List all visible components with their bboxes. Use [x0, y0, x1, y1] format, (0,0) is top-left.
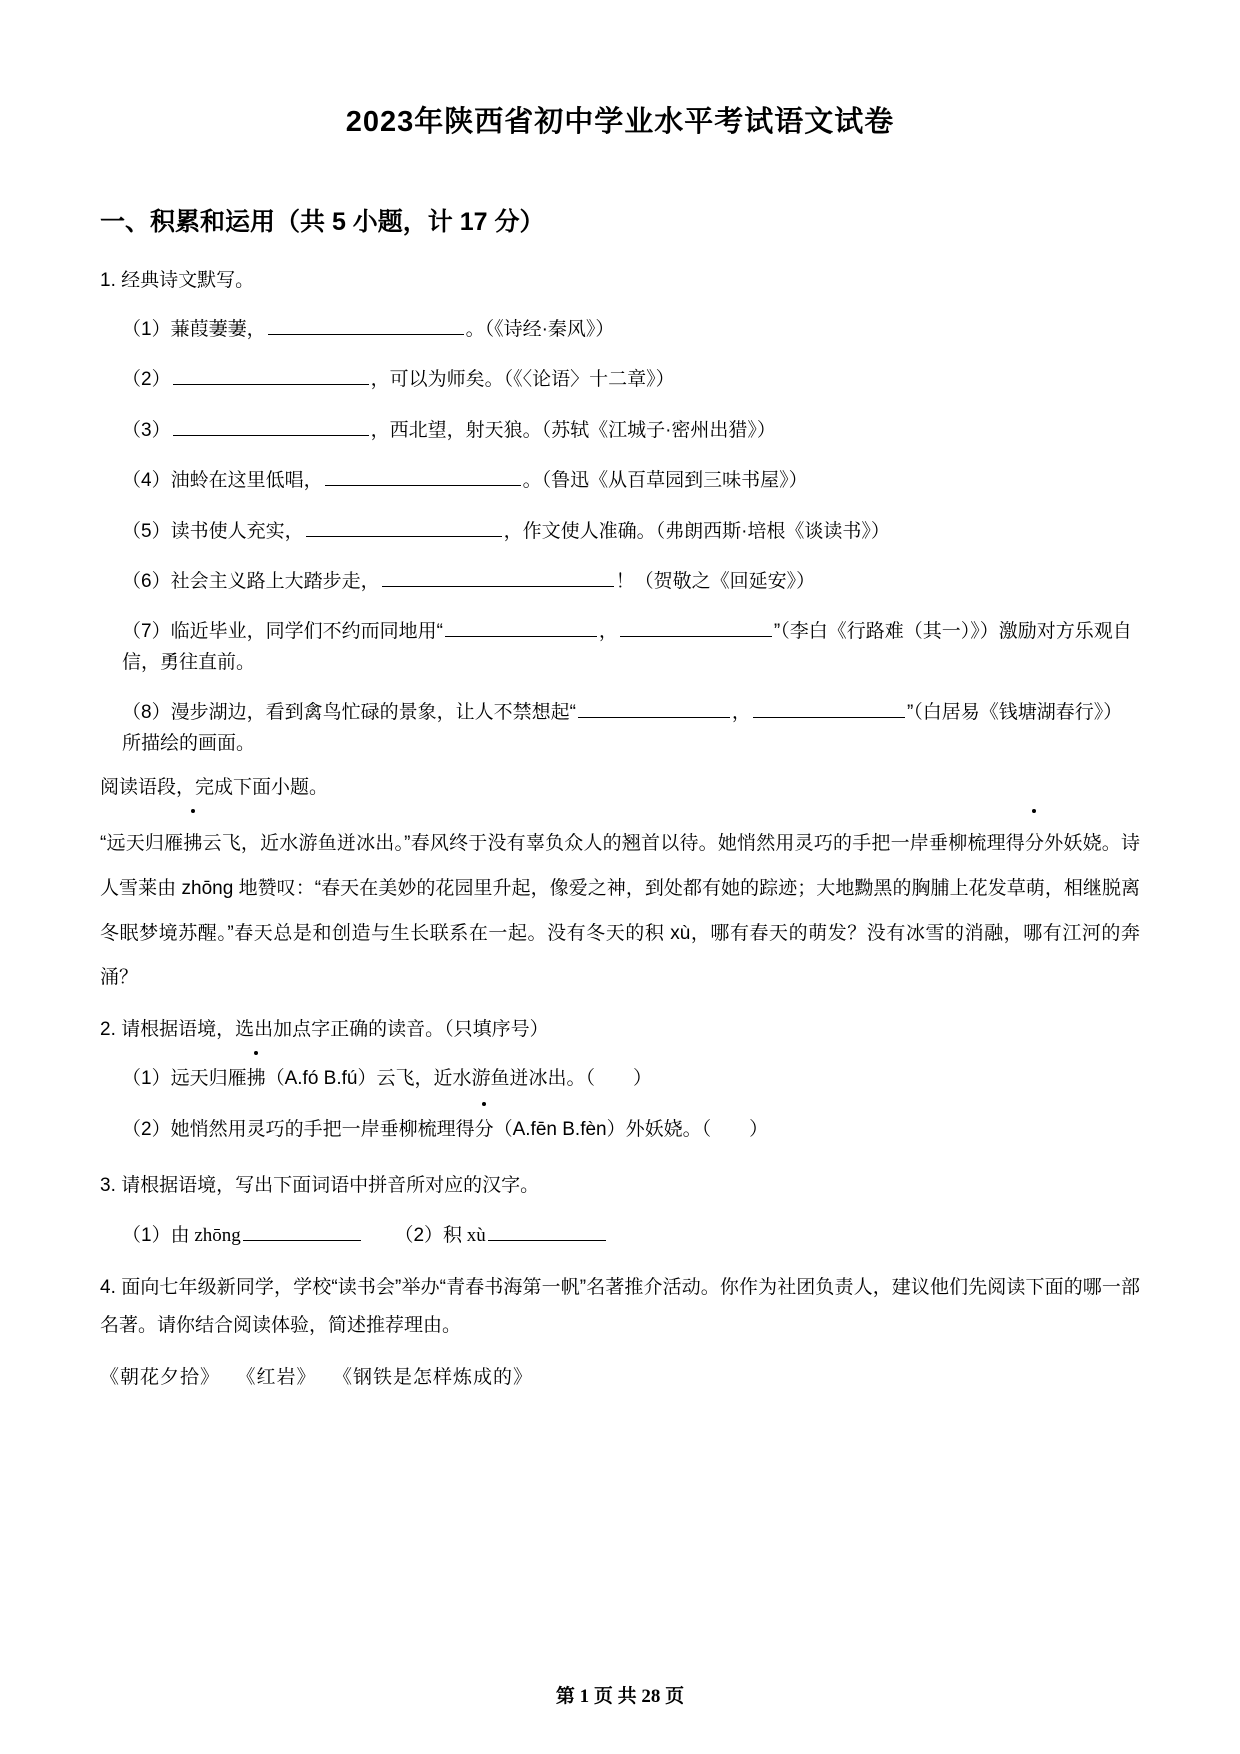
q2-item-1-before: 远天归雁: [170, 1068, 247, 1090]
q1-item-4-after: 。（鲁迅《从百草园到三味书屋》）: [522, 470, 808, 492]
q1-item-1-before: 蒹葭萋萋，: [170, 319, 266, 341]
q1-item-8-before: 漫步湖边，看到禽鸟忙碌的景象，让人不禁想起“: [170, 702, 576, 724]
q1-item-4-label: （4）: [122, 470, 171, 492]
q1-item-7-mid: ，: [598, 621, 618, 643]
q1-item-8-mid: ，: [731, 702, 751, 724]
q2-item-1-emphasis: 拂: [247, 1064, 266, 1094]
question-2-stem: 2. 请根据语境，选出加点字正确的读音。（只填序号）: [100, 1018, 549, 1040]
q1-item-4-before: 油蛉在这里低唱，: [170, 470, 323, 492]
q1-item-8-blank-b[interactable]: [753, 700, 905, 718]
q1-item-6: [100, 567, 1140, 597]
book-title-1: 《朝花夕拾》: [100, 1366, 221, 1388]
q1-item-8-label: （8）: [122, 702, 171, 724]
q1-item-6-before: 社会主义路上大踏步走，: [170, 570, 380, 592]
passage-intro: 阅读语段，完成下面小题。: [100, 776, 329, 798]
question-1-stem: 1. 经典诗文默写。: [100, 269, 255, 291]
passage-emphasis-fu: 拂: [183, 822, 202, 867]
q2-item-2-label: （2）: [122, 1118, 171, 1140]
page-title: 2023年陕西省初中学业水平考试语文试卷: [345, 106, 895, 138]
q1-item-7-blank-b[interactable]: [620, 619, 772, 637]
q1-item-2-label: （2）: [122, 369, 171, 391]
q1-item-8: [100, 698, 1140, 759]
q1-item-1-blank[interactable]: [268, 317, 464, 335]
question-4-stem: 4. 面向七年级新同学，学校“读书会”举办“青春书海第一帆”名著推介活动。你作为社团负责人，建议他们先阅读下面的哪一部名著。请你结合阅读体验，简述推荐理由。: [100, 1276, 1140, 1336]
q1-item-3: [100, 416, 1140, 446]
passage-line1-a: “远天归雁: [100, 833, 184, 855]
q1-item-7-label: （7）: [122, 621, 171, 643]
q1-item-7-blank-a[interactable]: [445, 619, 597, 637]
q1-item-5: [100, 517, 1140, 547]
page-footer: 第 1 页 共 28 页: [555, 1686, 685, 1707]
q1-item-4-blank[interactable]: [325, 468, 521, 486]
q1-item-3-blank[interactable]: [173, 418, 369, 436]
q1-item-5-label: （5）: [122, 520, 171, 542]
q2-item-2-emphasis: 分: [475, 1115, 494, 1145]
q1-item-6-label: （6）: [122, 570, 171, 592]
q1-item-3-after: ，西北望，射天狼。（苏轼《江城子·密州出猎》）: [370, 419, 776, 441]
q1-item-5-after: ，作文使人准确。（弗朗西斯·培根《谈读书》）: [503, 520, 890, 542]
book-title-3: 《钢铁是怎样炼成的》: [342, 1366, 534, 1388]
q1-item-5-before: 读书使人充实，: [170, 520, 304, 542]
q1-item-1-after: 。（《诗经·秦风》）: [465, 319, 615, 341]
q1-item-2-blank[interactable]: [173, 367, 369, 385]
q3-item-1-label: （1）: [122, 1224, 171, 1246]
q1-item-1: [100, 315, 1140, 345]
q1-item-7: [100, 617, 1140, 678]
q1-item-8-after: ”（白居易《钱塘湖春行》）所描绘的画面。: [122, 702, 1123, 754]
q3-item-2-text: 积 xù: [443, 1224, 486, 1246]
q4-book-list: [100, 1363, 1140, 1393]
q1-item-6-after: ！（贺敬之《回延安》）: [615, 570, 816, 592]
q3-item-1-blank[interactable]: [243, 1223, 361, 1241]
q1-item-2-after: ，可以为师矣。（《〈论语〉十二章》）: [370, 369, 675, 391]
passage-emphasis-fen: 分: [1025, 822, 1044, 867]
q1-item-4: [100, 466, 1140, 496]
q2-item-2-before: 她悄然用灵巧的手把一岸垂柳梳理得: [170, 1118, 475, 1140]
q3-item-1-text: 由 zhōng: [170, 1224, 241, 1246]
q3-item-2-label: （2）: [394, 1224, 444, 1246]
passage-line1-b: 云飞，近水游鱼迸冰出。”春风终于没有辜负众人的翘首以待。她悄然用灵巧的手把一岸垂柳梳理得: [202, 833, 1025, 855]
q1-item-6-blank[interactable]: [382, 569, 614, 587]
reading-passage: [100, 822, 1140, 1001]
q3-items: [100, 1221, 1140, 1251]
passage-line2-b: 外妖娆。诗人雪莱由 zhōng 地赞叹：“春天在美妙的花园里升起，像爱之神，到处都有她的踪迹；大地黝黑的胸脯上花发草萌，相继脱离冬眠梦境苏醒。”春天总是和创造与生长联系在一起。没有冬天的积 xù，哪有春天的萌发？没有冰雪的消融，哪有江河的奔涌？: [100, 833, 1140, 989]
q1-item-2: [100, 365, 1140, 395]
book-title-2: 《红岩》: [246, 1366, 317, 1388]
q2-item-1-label: （1）: [122, 1068, 171, 1090]
q3-item-2-blank[interactable]: [488, 1223, 606, 1241]
q2-item-2: [100, 1115, 1140, 1145]
q1-item-3-label: （3）: [122, 419, 171, 441]
q1-item-7-before: 临近毕业，同学们不约而同地用“: [170, 621, 443, 643]
q2-item-2-after: （A.fēn B.fèn）外妖娆。（ ）: [493, 1118, 769, 1140]
q2-item-1: [100, 1064, 1140, 1094]
q1-item-8-blank-a[interactable]: [578, 700, 730, 718]
question-3-stem: 3. 请根据语境，写出下面词语中拼音所对应的汉字。: [100, 1175, 540, 1197]
q1-item-7-after: ”（李白《行路难（其一）》）激励对方乐观自信，勇往直前。: [122, 621, 1132, 673]
q1-item-5-blank[interactable]: [306, 519, 502, 537]
section-heading: 一、积累和运用（共 5 小题，计 17 分）: [100, 207, 545, 236]
q2-item-1-after: （A.fó B.fú）云飞，近水游鱼迸冰出。（ ）: [265, 1068, 652, 1090]
q1-item-1-label: （1）: [122, 319, 171, 341]
